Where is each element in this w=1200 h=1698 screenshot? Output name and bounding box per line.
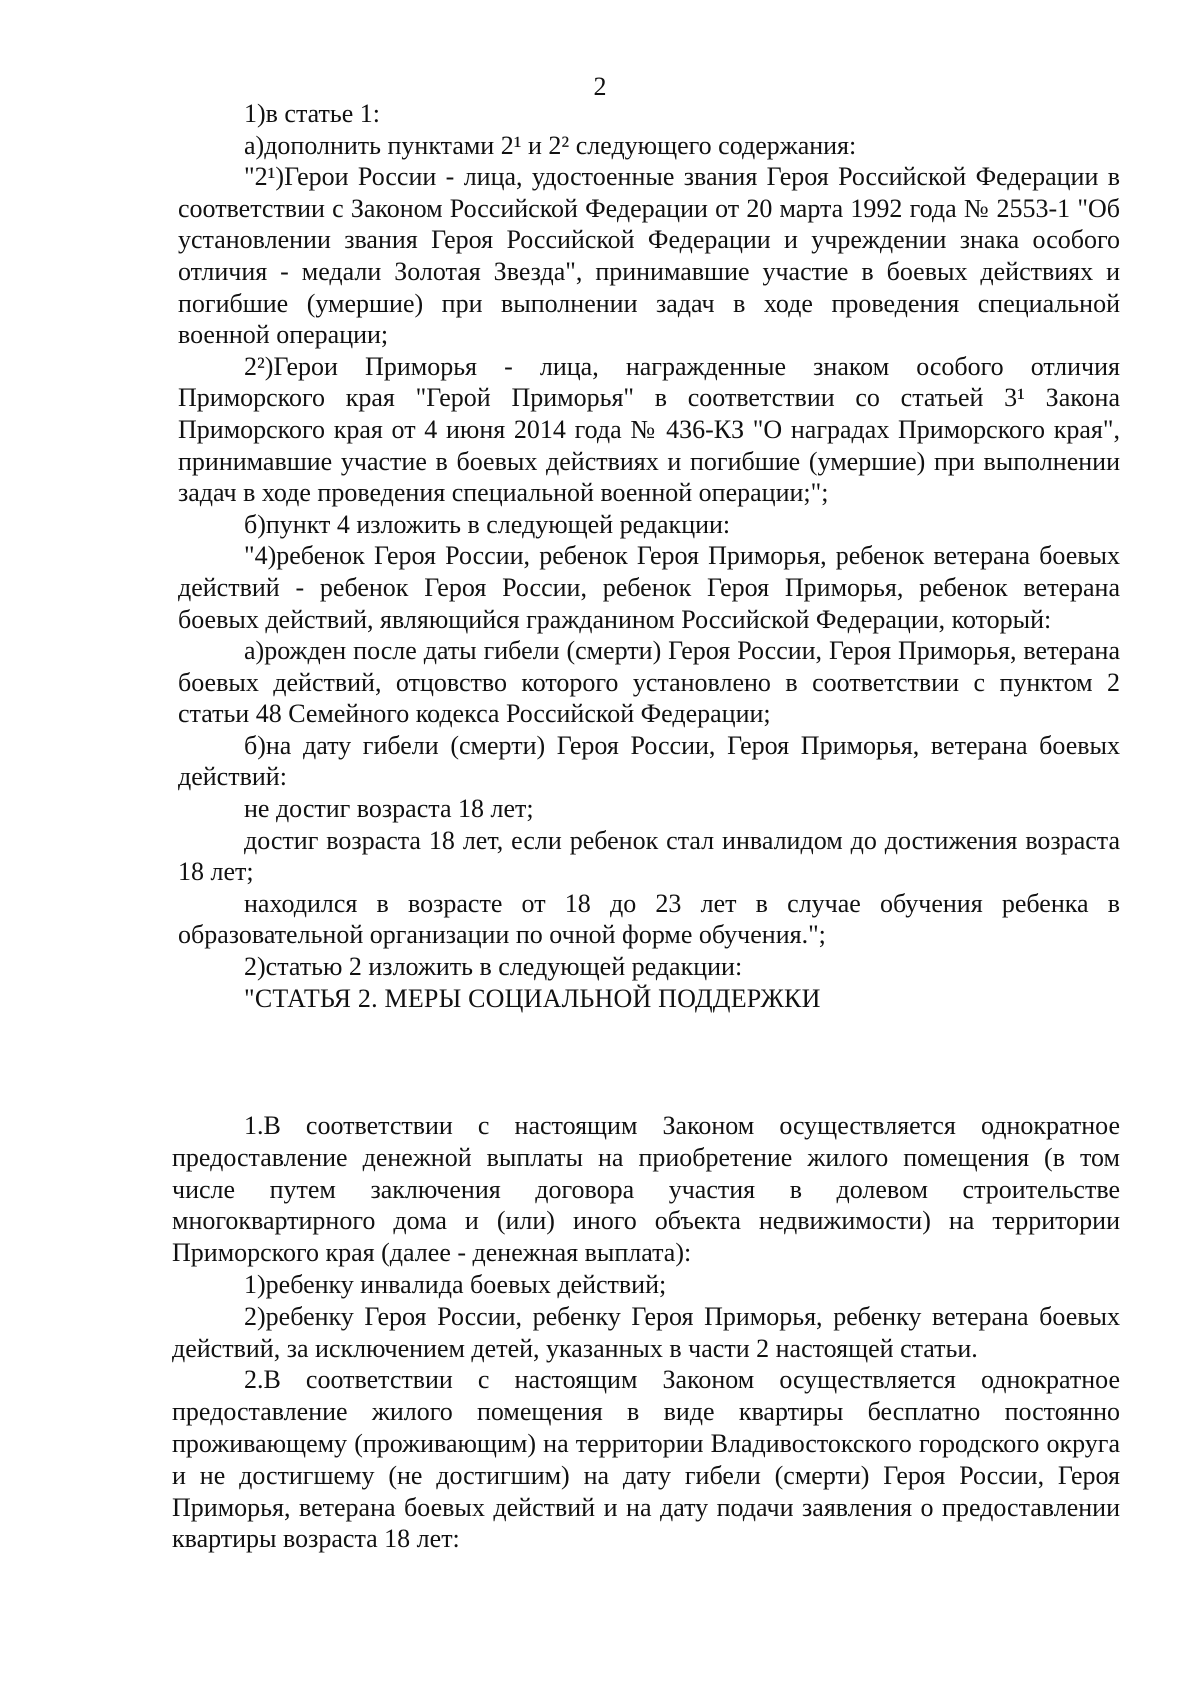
paragraph-heroes-russia: "2¹)Герои России - лица, удостоенные звания Героя Российской Федерации в соответствии с Законом Российской Федерации от 20 марта 1992 года № 2553-1 "Об установлении звания Героя Российской Федерации и учреждении знака особого отличия - медали Золотая Звезда", принимавшие участие в боевых действиях и погибшие (умершие) при выполнении задач в ходе проведения специальной военной операции; xyxy=(178,162,1120,350)
paragraph-part-2: 2.В соответствии с настоящим Законом осуществляется однократное предоставление жилого помещения в виде квартиры бесплатно постоянно проживающему (проживающим) на территории Владивостокского городского округа и не достигшему (не достигшим) на дату гибели (смерти) Героя России, Героя Приморья, ветерана боевых действий и на дату подачи заявления о предоставлении квартиры возраста 18 лет: xyxy=(172,1365,1120,1554)
article-2-text-block xyxy=(172,1110,1120,1555)
amendments-text-block xyxy=(178,98,1120,1014)
paragraph-under-18: не достиг возраста 18 лет; xyxy=(244,794,534,824)
paragraph-students: находился в возрасте от 18 до 23 лет в случае обучения ребенка в образовательной организации по очной форме обучения."; xyxy=(178,888,1120,950)
paragraph-point-4: б)пункт 4 изложить в следующей редакции: xyxy=(244,509,731,539)
paragraph-child-definition: "4)ребенок Героя России, ребенок Героя Приморья, ребенок ветерана боевых действий - ребенок Героя России, ребенок Героя Приморья, ребенок ветерана боевых действий, являющийся гражданином Российской Федерации, который: xyxy=(178,541,1120,634)
paragraph-disabled: достиг возраста 18 лет, если ребенок стал инвалидом до достижения возраста 18 лет; xyxy=(178,825,1120,887)
page-number: 2 xyxy=(593,72,607,101)
paragraph-part-1-item-1: 1)ребенку инвалида боевых действий; xyxy=(244,1269,667,1299)
paragraph-article-1: 1)в статье 1: xyxy=(244,99,381,128)
paragraph-add-points: а)дополнить пунктами 2¹ и 2² следующего содержания: xyxy=(244,130,857,160)
paragraph-part-1-item-2: 2)ребенку Героя России, ребенку Героя Приморья, ребенку ветерана боевых действий, за исключением детей, указанных в части 2 настоящей статьи. xyxy=(172,1301,1120,1363)
paragraph-article-2-change: 2)статью 2 изложить в следующей редакции: xyxy=(244,952,743,982)
paragraph-heroes-primorye: 2²)Герои Приморья - лица, награжденные знаком особого отличия Приморского края "Герой Приморья" в соответствии со статьей 3¹ Закона Приморского края от 4 июня 2014 года № 436-КЗ "О наградах Приморского края", принимавшие участие в боевых действиях и погибшие (умершие) при выполнении задач в ходе проведения специальной военной операции;"; xyxy=(178,351,1120,508)
paragraph-born-after: а)рожден после даты гибели (смерти) Героя России, Героя Приморья, ветерана боевых действий, отцовство которого установлено в соответствии с пунктом 2 статьи 48 Семейного кодекса Российской Федерации; xyxy=(178,636,1120,729)
paragraph-part-1: 1.В соответствии с настоящим Законом осуществляется однократное предоставление денежной выплаты на приобретение жилого помещения (в том числе путем заключения договора участия в долевом строительстве многоквартирного дома и (или) иного объекта недвижимости) на территории Приморского края (далее - денежная выплата): xyxy=(172,1111,1120,1268)
paragraph-on-death-date: б)на дату гибели (смерти) Героя России, Героя Приморья, ветерана боевых действий: xyxy=(178,730,1120,792)
article-heading: "СТАТЬЯ 2. МЕРЫ СОЦИАЛЬНОЙ ПОДДЕРЖКИ xyxy=(244,983,821,1013)
